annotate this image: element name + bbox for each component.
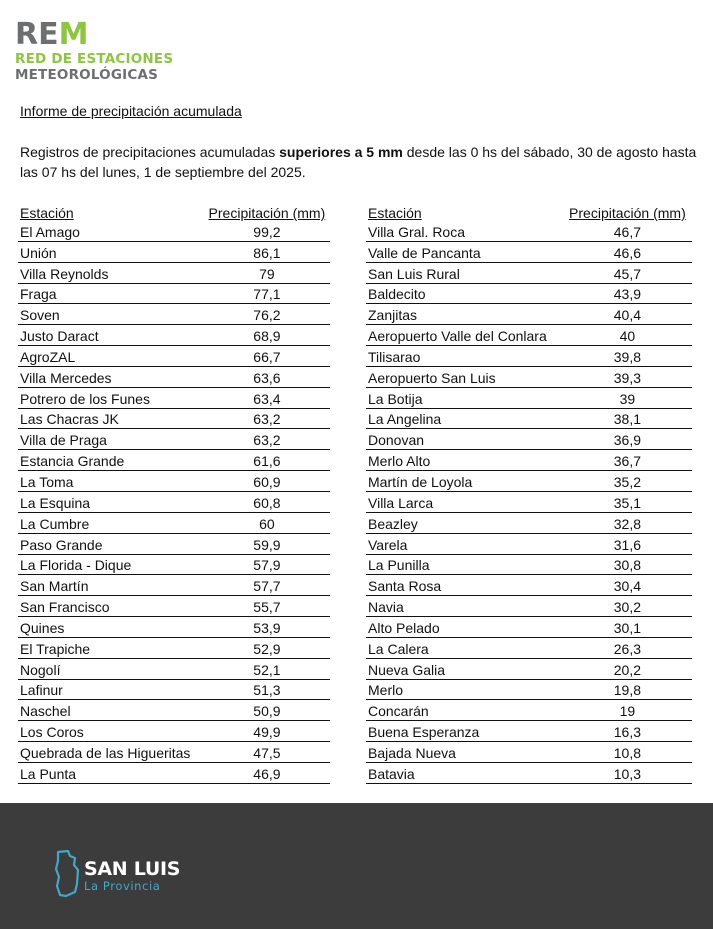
header-precip-label: Precipitación (mm) — [569, 205, 686, 221]
station-name: Las Chacras JK — [20, 411, 119, 428]
station-name: San Francisco — [20, 599, 110, 616]
table-row — [18, 555, 330, 576]
precip-value: 30,1 — [613, 619, 642, 636]
precip-value: 59,9 — [253, 536, 281, 553]
station-name: La Esquina — [20, 494, 91, 511]
table-row — [366, 742, 692, 763]
station-name: La Punta — [20, 765, 77, 782]
table-row — [18, 763, 330, 784]
table-row — [18, 367, 330, 388]
rem-logo — [15, 17, 174, 83]
precip-value: 30,4 — [613, 578, 642, 595]
precip-value: 79 — [259, 265, 275, 282]
station-name: Quines — [20, 619, 65, 636]
san-luis-title: SAN LUIS — [84, 858, 181, 881]
precip-value: 16,3 — [613, 724, 642, 741]
station-name: Valle de Pancanta — [368, 244, 481, 261]
table-row — [18, 284, 330, 305]
precip-value: 47,5 — [253, 744, 281, 761]
station-name: Beazley — [368, 515, 418, 532]
station-name: Buena Esperanza — [368, 724, 480, 741]
table-row — [18, 575, 330, 596]
precip-value: 60 — [259, 515, 275, 532]
precip-value: 36,7 — [613, 453, 642, 470]
table-row — [366, 659, 692, 680]
precip-value: 20,2 — [613, 661, 642, 678]
station-name: La Botija — [368, 390, 423, 407]
station-name: Villa Larca — [368, 494, 434, 511]
table-row — [18, 263, 330, 284]
table-row — [18, 534, 330, 555]
san-luis-province-map-icon — [54, 850, 80, 903]
table-row — [18, 429, 330, 450]
header-precip — [563, 205, 692, 221]
precip-value: 30,2 — [613, 599, 642, 616]
table-row — [18, 659, 330, 680]
table-row — [18, 388, 330, 409]
table-row — [366, 492, 692, 513]
header-station-label: Estación — [20, 205, 74, 221]
station-name: Nogolí — [20, 661, 61, 678]
table-row — [366, 450, 692, 471]
table-row — [18, 617, 330, 638]
table-row — [366, 700, 692, 721]
station-name: El Trapiche — [20, 640, 91, 657]
rem-logo-line1: RED DE ESTACIONES — [15, 51, 174, 67]
rem-logo-wordmark — [15, 17, 173, 52]
station-name: Varela — [368, 536, 408, 553]
station-name: Alto Pelado — [368, 619, 440, 636]
rem-logo-prefix: RE — [15, 17, 59, 52]
station-name: AgroZAL — [20, 348, 76, 365]
header-precip — [204, 205, 330, 221]
intro-paragraph — [20, 142, 700, 182]
precip-value: 63,6 — [253, 369, 281, 386]
footer-band — [0, 803, 713, 929]
precip-value: 19,8 — [613, 682, 642, 699]
precip-value: 45,7 — [613, 265, 642, 282]
precip-value: 66,7 — [253, 348, 281, 365]
precip-value: 36,9 — [613, 432, 642, 449]
table-body — [18, 221, 330, 784]
precip-value: 46,6 — [613, 244, 642, 261]
station-name: Nueva Galia — [368, 661, 446, 678]
precip-value: 32,8 — [613, 515, 642, 532]
precip-value: 35,1 — [613, 494, 642, 511]
table-row — [18, 304, 330, 325]
precip-value: 63,4 — [253, 390, 281, 407]
table-row — [366, 221, 692, 242]
precip-value: 43,9 — [613, 286, 642, 303]
station-name: La Calera — [368, 640, 429, 657]
table-row — [18, 492, 330, 513]
precip-value: 60,8 — [253, 494, 281, 511]
precip-value: 10,8 — [613, 744, 642, 761]
precip-value: 49,9 — [253, 724, 281, 741]
precip-value: 63,2 — [253, 411, 281, 428]
station-name: Quebrada de las Higueritas — [20, 744, 191, 761]
station-name: Santa Rosa — [368, 578, 442, 595]
station-name: Donovan — [368, 432, 425, 449]
precip-value: 39,3 — [613, 369, 642, 386]
precip-value: 55,7 — [253, 599, 281, 616]
table-row — [18, 242, 330, 263]
precip-value: 46,7 — [613, 223, 642, 240]
intro-text-before: Registros de precipitaciones acumuladas — [20, 144, 280, 160]
precip-value: 52,1 — [253, 661, 281, 678]
precip-value: 61,6 — [253, 453, 281, 470]
station-name: Villa Mercedes — [20, 369, 112, 386]
table-row — [18, 221, 330, 242]
station-name: Navia — [368, 599, 404, 616]
station-name: Aeropuerto San Luis — [368, 369, 496, 386]
station-name: Justo Daract — [20, 328, 99, 345]
table-row — [18, 409, 330, 430]
station-name: Fraga — [20, 286, 57, 303]
table-row — [366, 638, 692, 659]
station-name: Martín de Loyola — [368, 473, 473, 490]
station-name: Estancia Grande — [20, 453, 125, 470]
precip-value: 35,2 — [613, 473, 642, 490]
precip-value: 39 — [619, 390, 636, 407]
rem-logo-line2: METEOROLÓGICAS — [15, 66, 159, 83]
table-row — [366, 388, 692, 409]
table-row — [366, 513, 692, 534]
station-name: Aeropuerto Valle del Conlara — [368, 328, 547, 345]
header-station-label: Estación — [368, 205, 422, 221]
precip-table-left — [18, 201, 330, 784]
precip-value: 10,3 — [613, 765, 642, 782]
station-name: Villa Reynolds — [20, 265, 109, 282]
station-name: San Martín — [20, 578, 89, 595]
precip-value: 60,9 — [253, 473, 281, 490]
report-title: Informe de precipitación acumulada — [20, 103, 242, 119]
station-name: Batavia — [368, 765, 415, 782]
precip-value: 99,2 — [253, 223, 281, 240]
station-name: Naschel — [20, 703, 71, 720]
precip-value: 76,2 — [253, 307, 281, 324]
station-name: El Amago — [20, 223, 80, 240]
table-row — [18, 742, 330, 763]
precip-value: 26,3 — [613, 640, 642, 657]
table-row — [366, 534, 692, 555]
table-row — [366, 367, 692, 388]
precip-value: 46,9 — [253, 765, 281, 782]
header-station — [18, 205, 204, 221]
station-name: Los Coros — [20, 724, 84, 741]
precip-value: 31,6 — [613, 536, 642, 553]
precip-value: 52,9 — [253, 640, 281, 657]
station-name: San Luis Rural — [368, 265, 460, 282]
table-row — [18, 471, 330, 492]
station-name: Lafinur — [20, 682, 63, 699]
table-row — [18, 450, 330, 471]
station-name: Villa Gral. Roca — [368, 223, 466, 240]
table-row — [366, 346, 692, 367]
table-row — [366, 471, 692, 492]
table-row — [366, 409, 692, 430]
precip-value: 39,8 — [613, 348, 642, 365]
precip-value: 38,1 — [613, 411, 642, 428]
table-row — [366, 763, 692, 784]
table-row — [366, 325, 692, 346]
station-name: Soven — [20, 307, 60, 324]
station-name: La Punilla — [368, 557, 430, 574]
table-row — [366, 429, 692, 450]
station-name: Potrero de los Funes — [20, 390, 150, 407]
station-name: Unión — [20, 244, 57, 261]
station-name: La Toma — [20, 473, 74, 490]
precip-value: 53,9 — [253, 619, 281, 636]
precip-value: 57,9 — [253, 557, 281, 574]
header-station — [366, 205, 563, 221]
station-name: Villa de Praga — [20, 432, 107, 449]
san-luis-logo — [54, 850, 180, 903]
table-row — [366, 617, 692, 638]
precip-value: 86,1 — [253, 244, 281, 261]
precip-value: 68,9 — [253, 328, 281, 345]
table-row — [18, 596, 330, 617]
table-row — [366, 263, 692, 284]
table-row — [366, 575, 692, 596]
table-row — [18, 346, 330, 367]
precip-value: 50,9 — [253, 703, 281, 720]
table-row — [18, 638, 330, 659]
table-body — [366, 221, 692, 784]
table-row — [18, 700, 330, 721]
header-precip-label: Precipitación (mm) — [208, 205, 326, 221]
precip-value: 19 — [619, 703, 636, 720]
precip-table-right — [366, 201, 692, 784]
precip-value: 30,8 — [613, 557, 642, 574]
san-luis-logo-text — [84, 860, 180, 893]
precip-value: 51,3 — [253, 682, 281, 699]
station-name: Concarán — [368, 703, 429, 720]
table-header — [366, 201, 692, 221]
precip-value: 57,7 — [253, 578, 281, 595]
station-name: Merlo Alto — [368, 453, 431, 470]
table-row — [18, 721, 330, 742]
station-name: La Angelina — [368, 411, 442, 428]
table-row — [366, 680, 692, 701]
table-row — [366, 555, 692, 576]
precip-value: 77,1 — [253, 286, 281, 303]
table-row — [366, 596, 692, 617]
table-row — [18, 325, 330, 346]
station-name: Zanjitas — [368, 307, 418, 324]
station-name: Bajada Nueva — [368, 744, 456, 761]
table-row — [18, 513, 330, 534]
table-header — [18, 201, 330, 221]
intro-text-bold: superiores a 5 mm — [279, 144, 403, 160]
table-row — [366, 721, 692, 742]
table-row — [366, 304, 692, 325]
station-name: Baldecito — [368, 286, 426, 303]
precip-value: 40,4 — [613, 307, 642, 324]
station-name: La Florida - Dique — [20, 557, 132, 574]
station-name: La Cumbre — [20, 515, 90, 532]
san-luis-subtitle: La Provincia — [84, 879, 161, 894]
station-name: Merlo — [368, 682, 404, 699]
station-name: Tilisarao — [368, 348, 421, 365]
table-row — [366, 284, 692, 305]
table-row — [18, 680, 330, 701]
table-row — [366, 242, 692, 263]
intro-text-after: desde las 0 hs del sábado, 30 de agosto hasta las 07 hs del lunes, 1 de septiembre del 2025. — [20, 144, 697, 180]
precip-value: 63,2 — [253, 432, 281, 449]
precip-value: 40 — [619, 328, 636, 345]
station-name: Paso Grande — [20, 536, 103, 553]
rem-logo-suffix: M — [58, 17, 89, 52]
